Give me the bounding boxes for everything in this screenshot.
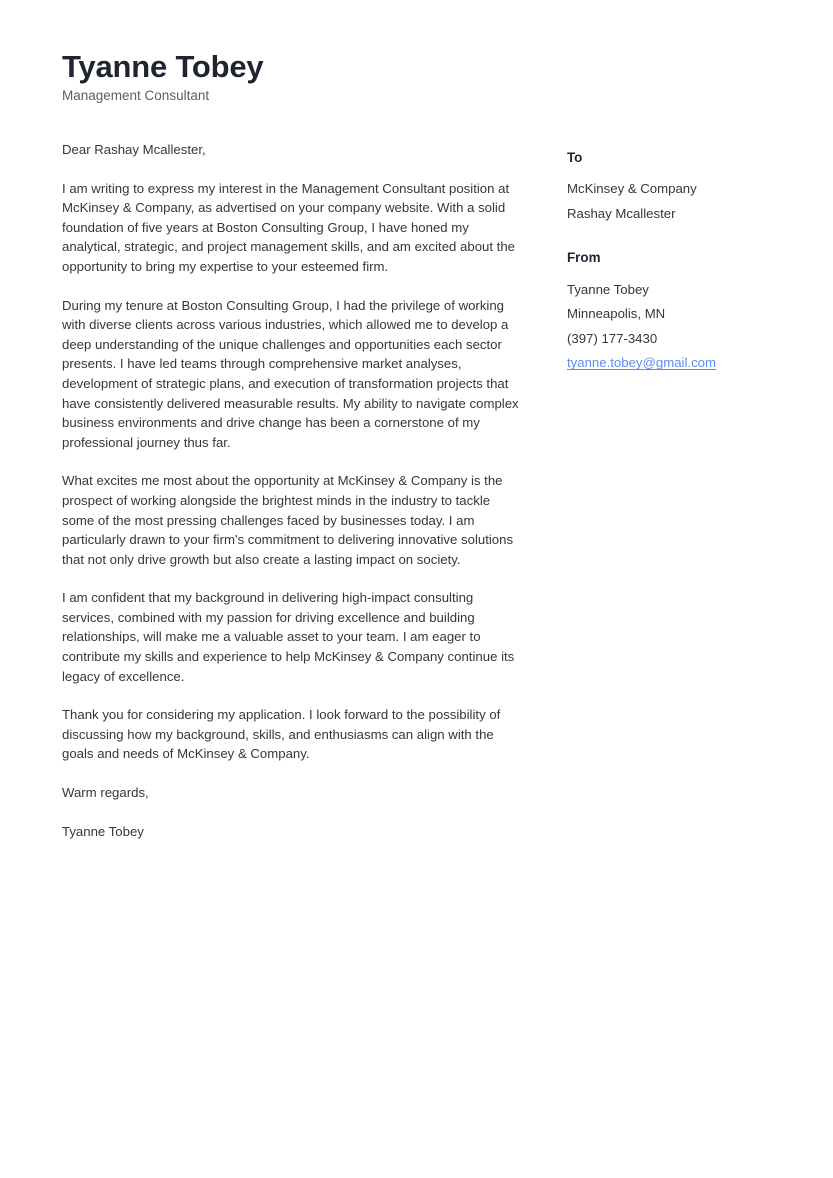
- letter-paragraph: During my tenure at Boston Consulting Group, I had the privilege of working with diverse clients across various industries, which allowed me to develop a deep understanding of the unique challenges and opportunities each sector presents. I have led teams through comprehensive market analyses, development of strategic plans, and execution of transformation projects that have consistently delivered measurable results. My ability to navigate complex business environments and drive change has been a cornerstone of my professional journey thus far.: [62, 297, 519, 450]
- candidate-name: Tyanne Tobey: [62, 49, 264, 84]
- closing-line: Warm regards,: [62, 785, 149, 801]
- signature-name: Tyanne Tobey: [62, 823, 144, 839]
- letter-paragraph: Thank you for considering my application. I look forward to the possibility of discussing how my background, skills, and enthusiasms can align with the goals and needs of McKinsey & Company.: [62, 707, 501, 762]
- sender-location: Minneapolis, MN: [567, 306, 666, 322]
- letter-paragraph: I am confident that my background in delivering high-impact consulting services, combined with my passion for driving excellence and building relationships, will make me a valuable asset to your team. I am eager to contribute my skills and experience to help McKinsey & Company continue its legacy of excellence.: [62, 590, 515, 684]
- letter-body: [62, 140, 520, 841]
- letter-meta-sidebar: [567, 148, 787, 376]
- sender-phone: (397) 177-3430: [567, 330, 658, 346]
- sender-block: [567, 248, 787, 375]
- recipient-block: [567, 148, 787, 226]
- sender-name: Tyanne Tobey: [567, 281, 649, 297]
- sender-heading: From: [567, 250, 601, 266]
- letter-paragraph: What excites me most about the opportunity at McKinsey & Company is the prospect of working alongside the brightest minds in the industry to tackle some of the most pressing challenges faced by businesses today. I am particularly drawn to your firm's commitment to delivering innovative solutions that not only drive growth but also create a lasting impact on society.: [62, 473, 514, 567]
- sender-email-link[interactable]: tyanne.tobey@gmail.com: [567, 355, 716, 371]
- candidate-role: Management Consultant: [62, 87, 210, 103]
- recipient-name: Rashay Mcallester: [567, 205, 676, 221]
- letter-paragraph: I am writing to express my interest in the Management Consultant position at McKinsey & Company, as advertised on your company website. With a solid foundation of five years at Boston Consulting Group, I have honed my analytical, strategic, and project management skills, and am excited about the opportunity to bring my expertise to your esteemed firm.: [62, 180, 516, 274]
- letter-header: [62, 50, 762, 104]
- recipient-company: McKinsey & Company: [567, 181, 697, 197]
- recipient-heading: To: [567, 150, 583, 165]
- salutation: Dear Rashay Mcallester,: [62, 142, 206, 157]
